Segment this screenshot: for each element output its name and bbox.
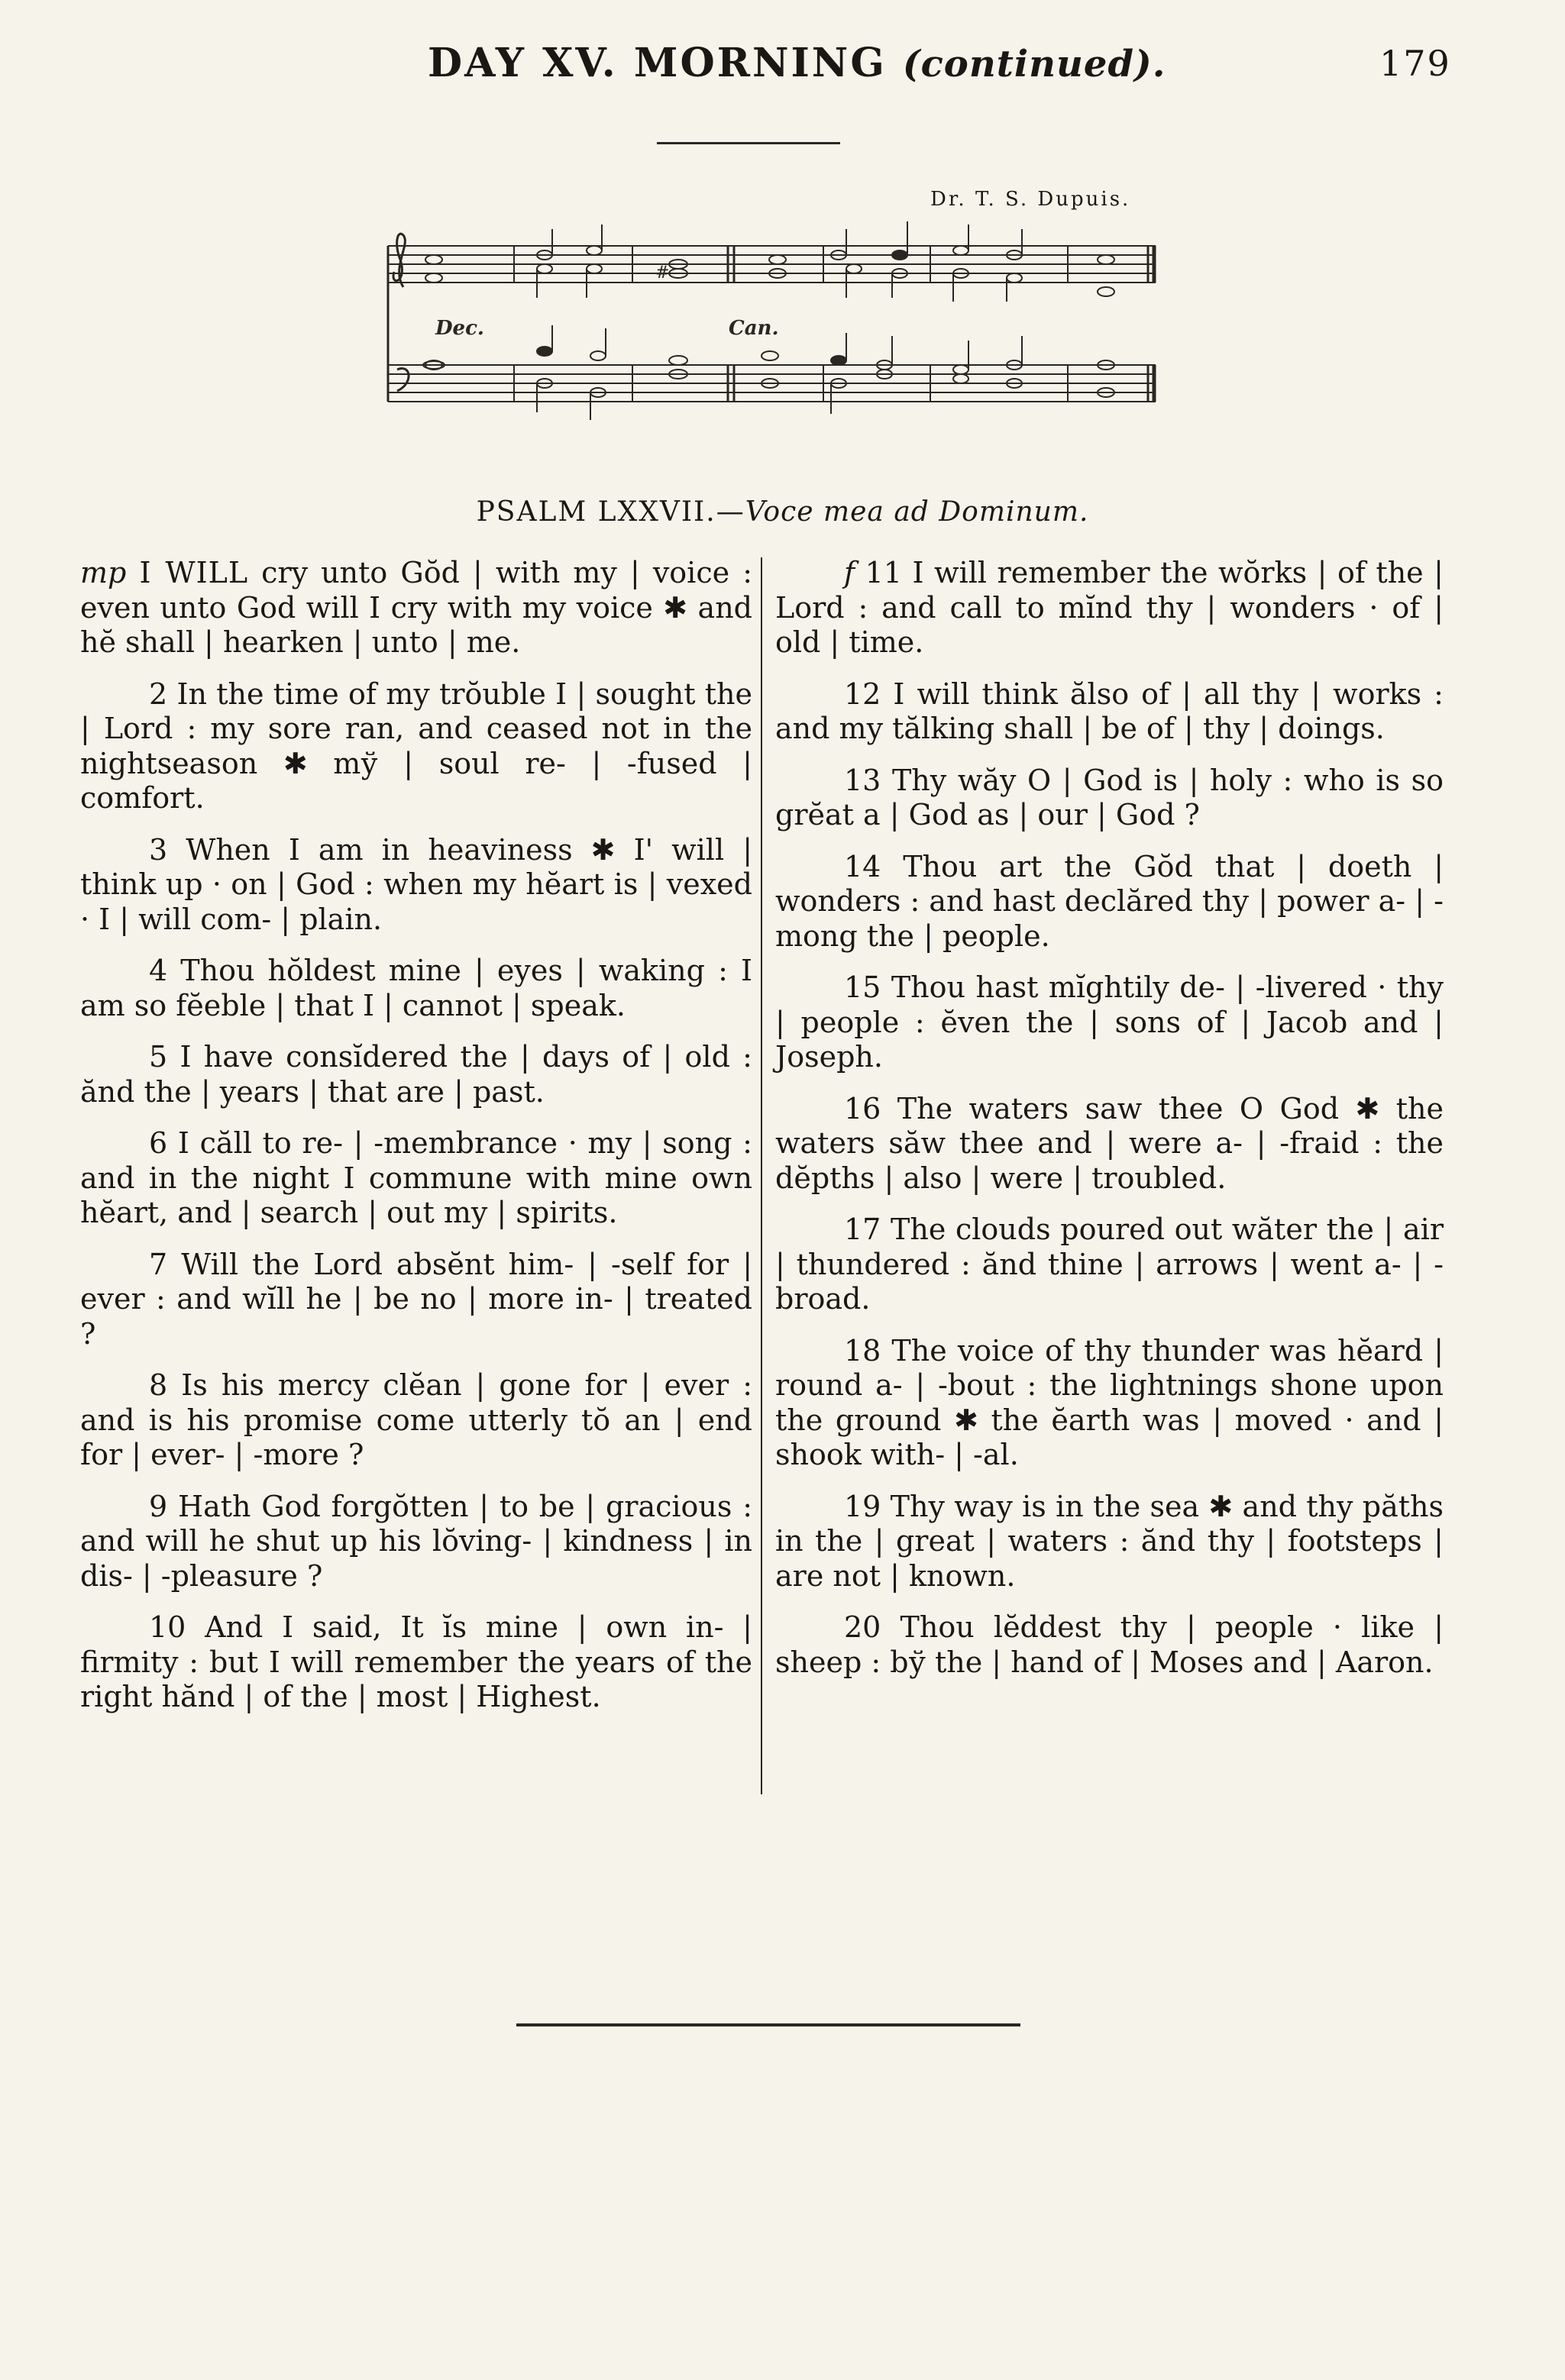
chant-score	[380, 214, 1161, 435]
verse: 20 Thou lĕddest thy | people · like | sheep : bў the | hand of | Moses and | Aaron.	[775, 1610, 1444, 1679]
verse: 13 Thy wăy O | God is | holy : who is so grĕat a | God as | our | God ?	[775, 763, 1444, 832]
verses-right-column	[775, 556, 1444, 1697]
page-header	[0, 40, 1565, 93]
page-number: 179	[1379, 43, 1451, 84]
verse: 8 Is his mercy clĕan | gone for | ever : and is his promise come utterly tŏ an | end for | ever- | -more ?	[80, 1368, 752, 1471]
dynamic-marking: mp	[80, 556, 127, 589]
verse: 9 Hath God forgŏtten | to be | gracious : and will he shut up his lŏving- | kindness | in dis- | -pleasure ?	[80, 1489, 752, 1593]
bass-clef-icon	[397, 368, 409, 391]
svg-text:#: #	[655, 263, 670, 283]
verses-left-column	[80, 556, 752, 1732]
psalm-number: PSALM LXXVII.—	[476, 496, 745, 528]
psalm-latin-title: Voce mea ad Dominum.	[745, 496, 1089, 528]
verse-text: 11 I will remember the wŏrks | of the | Lord : and call to mĭnd thy | wonders · of | old | time.	[775, 556, 1444, 659]
verse: 7 Will the Lord absĕnt him- | -self for | ever : and wĭll he | be no | more in- | treated ?	[80, 1247, 752, 1351]
verse: 5 I have consĭdered the | days of | old : ănd the | years | that are | past.	[80, 1040, 752, 1109]
verse: 19 Thy way is in the sea ✱ and thy păths in the | great | waters : ănd thy | footsteps | are not | known.	[775, 1489, 1444, 1593]
verse: 16 The waters saw thee O God ✱ the waters săw thee and | were a- | -fraid : the dĕpths | also | were | troubled.	[775, 1091, 1444, 1195]
verse: 14 Thou art the Gŏd that | doeth | wonders : and hast declăred thy | power a- | -mong the | people.	[775, 849, 1444, 953]
dynamic-marking: f	[844, 556, 855, 589]
treble-notes	[425, 221, 1114, 302]
verse: 6 I căll to re- | -membrance · my | song : and in the night I commune with mine own hĕart, and | search | out my | spirits.	[80, 1126, 752, 1229]
column-divider	[761, 557, 762, 1794]
cantoris-label: Can.	[729, 317, 779, 340]
treble-clef-icon	[393, 234, 405, 287]
verse	[775, 556, 1444, 660]
header-rule	[657, 142, 840, 144]
closing-rule	[516, 2023, 1020, 2026]
verse: 12 I will think ălso of | all thy | works : and my tălking shall | be of | thy | doings.	[775, 677, 1444, 745]
verse: 4 Thou hŏldest mine | eyes | waking : I am so fĕeble | that I | cannot | speak.	[80, 954, 752, 1022]
verse: 17 The clouds poured out wăter the | air | thundered : ănd thine | arrows | went a- | -broad.	[775, 1213, 1444, 1316]
verse: 15 Thou hast mĭghtily de- | -livered · thy | people : ĕven the | sons of | Jacob and | Joseph.	[775, 970, 1444, 1074]
psalm-heading	[0, 496, 1565, 528]
running-title-text: DAY XV. MORNING	[428, 40, 887, 86]
verse: 18 The voice of thy thunder was hĕard | round a- | -bout : the lightnings shone upon the ground ✱ the ĕarth was | moved · and | shook with- | -al.	[775, 1333, 1444, 1471]
composer-credit: Dr. T. S. Dupuis.	[930, 188, 1131, 211]
decani-label: Dec.	[435, 317, 484, 340]
verse: 2 In the time of my trŏuble I | sought the | Lord : my sore ran, and ceased not in the nightseason ✱ mў | soul re- | -fused | comfort.	[80, 677, 752, 815]
verse: 10 And I said, It ĭs mine | own in- | firmity : but I will remember the years of the right hănd | of the | most | Highest.	[80, 1610, 752, 1713]
barlines	[514, 246, 1154, 402]
opening-words: I WILL	[139, 556, 249, 589]
bass-staff	[388, 365, 1156, 402]
verse-text: cry unto Gŏd | with my | voice : even unto God will I cry with my voice ✱ and hĕ shall | hearken | unto | me.	[80, 556, 752, 659]
running-title	[428, 40, 1166, 86]
verse: 3 When I am in heaviness ✱ I' will | think up · on | God : when my hĕart is | vexed · I | will com- | plain.	[80, 832, 752, 936]
verse	[80, 556, 752, 660]
continued-label: (continued).	[902, 43, 1166, 86]
